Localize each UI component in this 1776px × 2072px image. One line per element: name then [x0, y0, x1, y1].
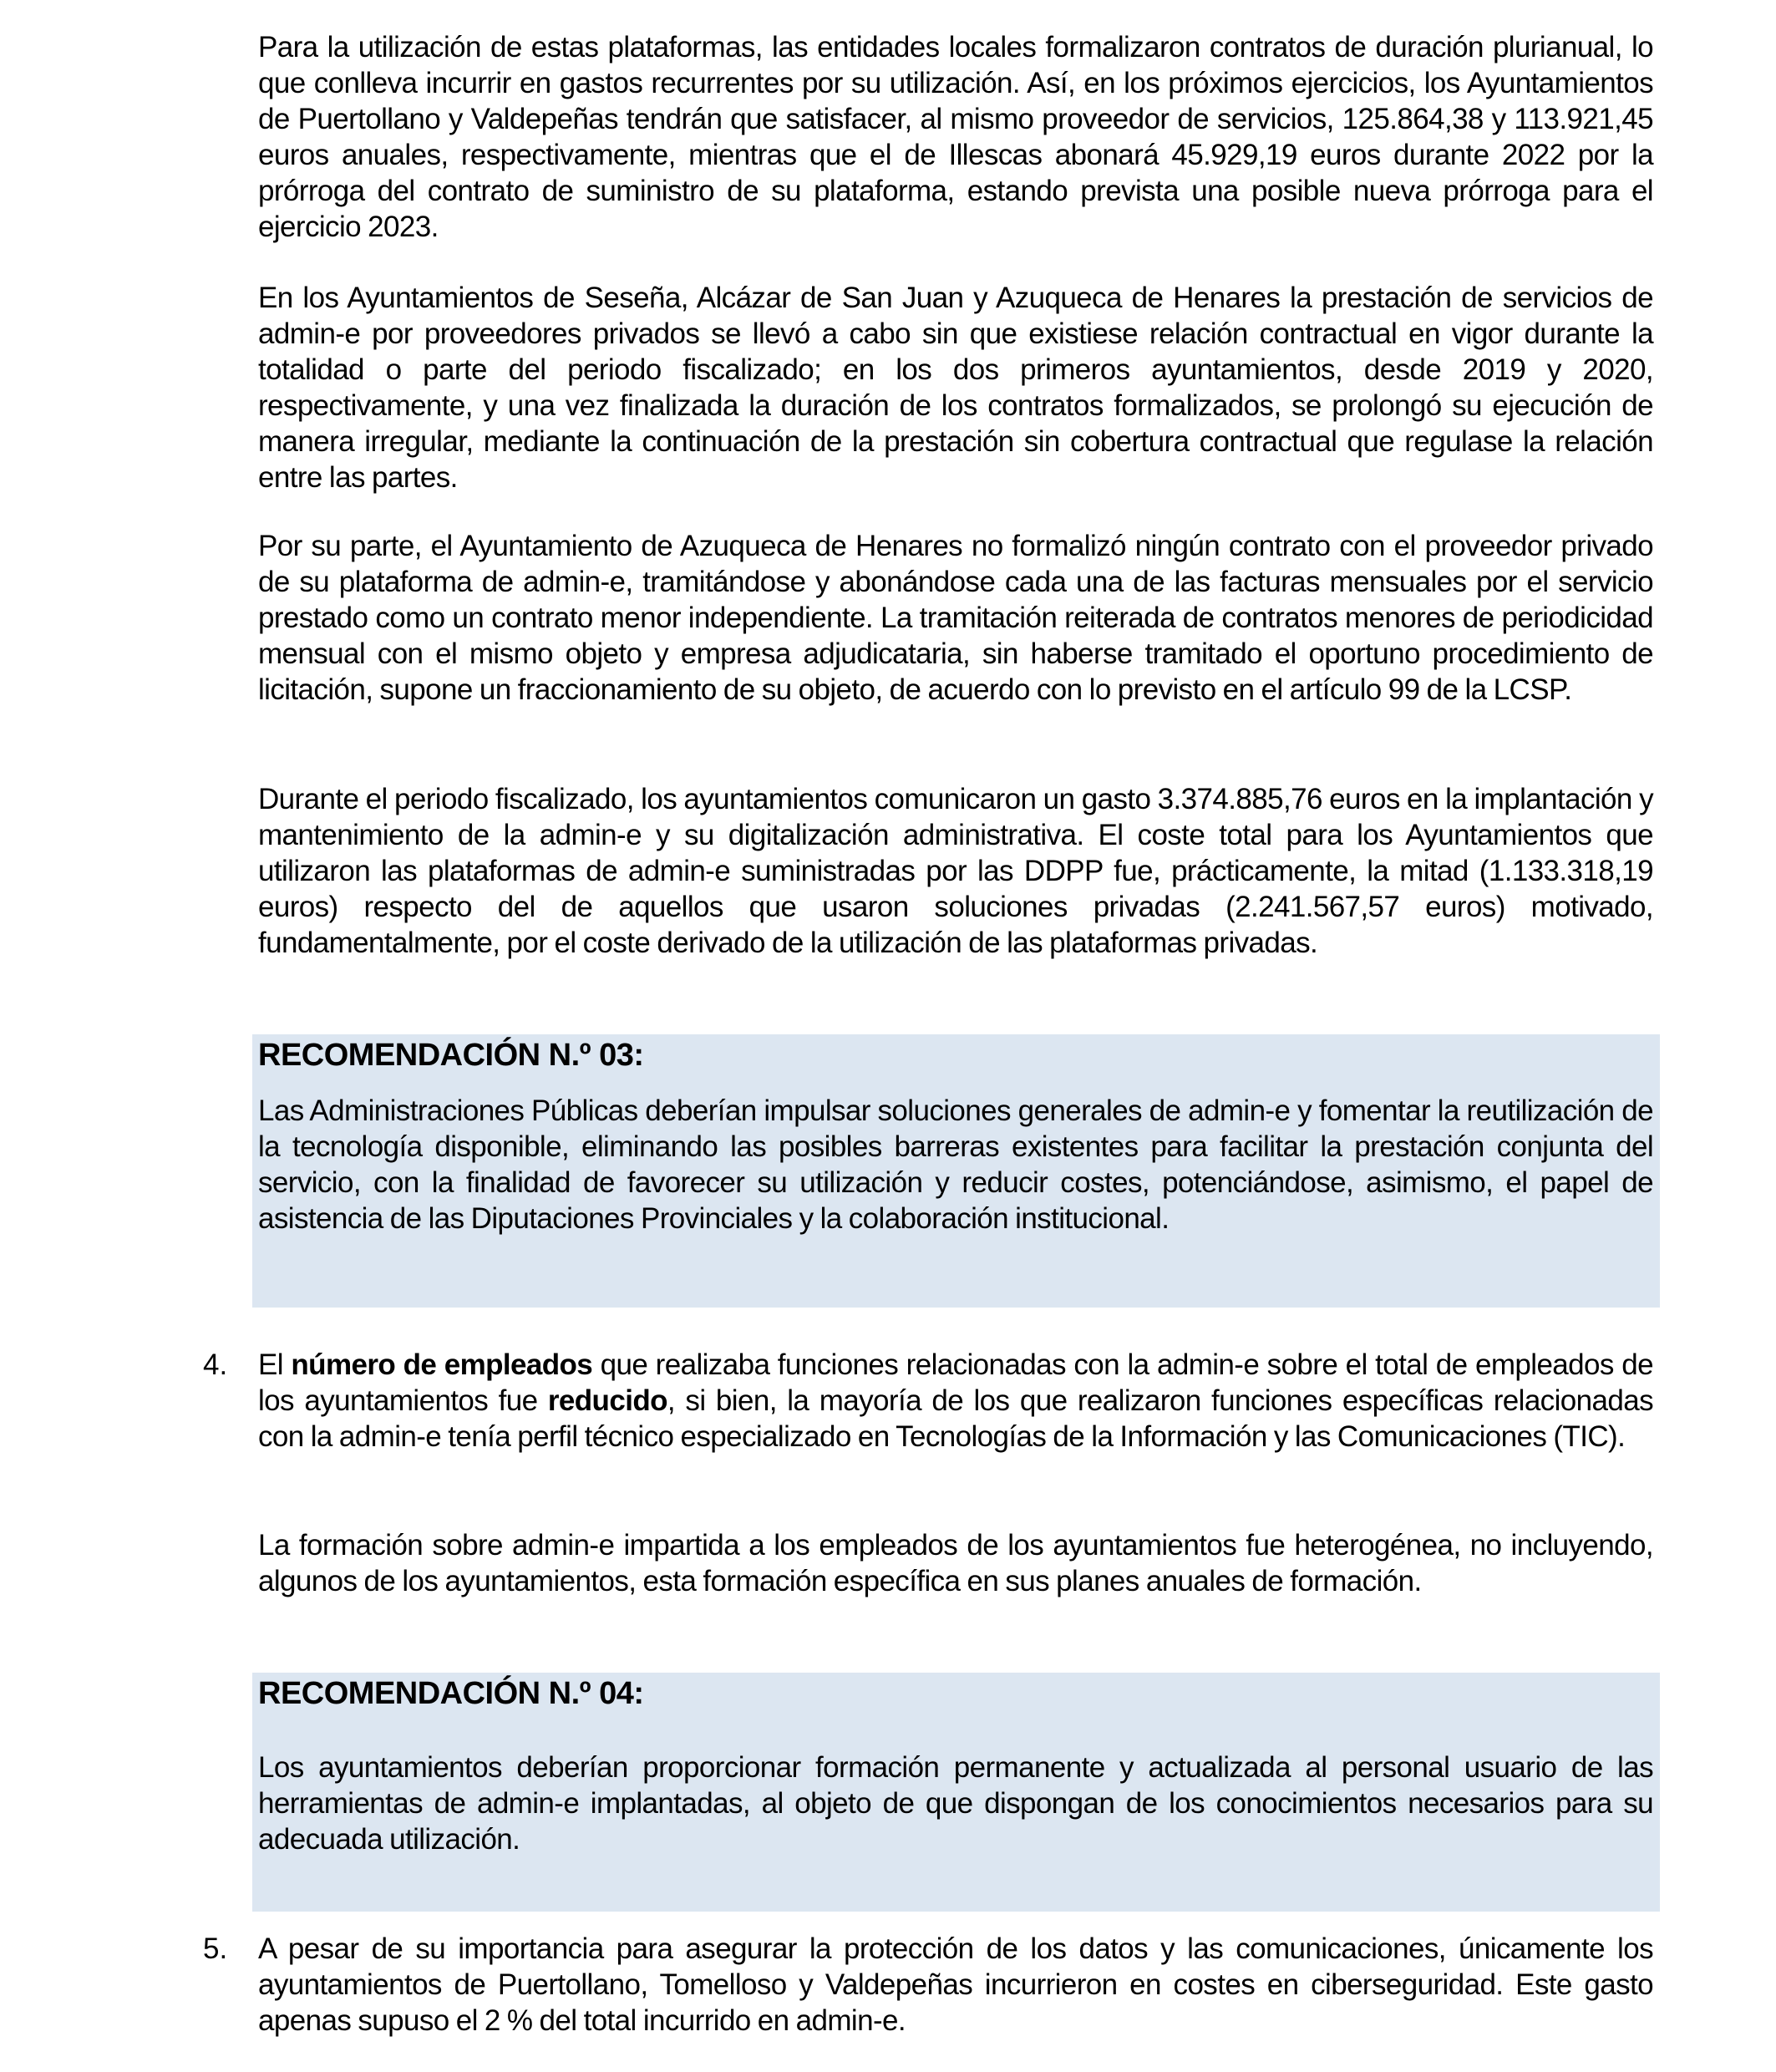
- recommendation-03-title: RECOMENDACIÓN N.º 03:: [258, 1038, 644, 1073]
- item-4-training-paragraph: La formación sobre admin-e impartida a los empleados de los ayuntamientos fue heterogénea, no incluyendo, algunos de los ayuntamientos, esta formación específica en sus planes anuales de formación.: [258, 1529, 1653, 1597]
- paragraph-plurianual-contracts: Para la utilización de estas plataformas, las entidades locales formalizaron contratos de duración plurianual, lo que conlleva incurrir en gastos recurrentes por su utilización. Así, en los próximos ejercicios, los Ayuntamientos de Puertollano y Valdepeñas tendrán que satisfacer, al mismo proveedor de servicios, 125.864,38 y 113.921,45 euros anuales, respectivamente, mientras que el de Illescas abonará 45.929,19 euros durante 2022 por la prórroga del contrato de suministro de su plataforma, estando prevista una posible nueva prórroga para el ejercicio 2023.: [258, 31, 1653, 243]
- paragraph-total-cost: Durante el periodo fiscalizado, los ayuntamientos comunicaron un gasto 3.374.885,76 euros en la implantación y mantenimiento de la admin-e y su digitalización administrativa. El coste total para los Ayuntamientos que utilizaron las plataformas de admin-e suministradas por las DDPP fue, prácticamente, la mitad (1.133.318,19 euros) respecto del de aquellos que usaron soluciones privadas (2.241.567,57 euros) motivado, fundamentalmente, por el coste derivado de la utilización de las plataformas privadas.: [258, 783, 1653, 959]
- recommendation-04-box: [252, 1673, 1660, 1912]
- recommendation-03-text: Las Administraciones Públicas deberían impulsar soluciones generales de admin-e y fomentar la reutilización de la tecnología disponible, eliminando las posibles barreras existentes para facilitar la prestación conjunta del servicio, con la finalidad de favorecer su utilización y reducir costes, potenciándose, asimismo, el papel de asistencia de las Diputaciones Provinciales y la colaboración institucional.: [258, 1094, 1653, 1235]
- item-5-number: 5.: [203, 1932, 228, 1965]
- item-5-paragraph: A pesar de su importancia para asegurar la protección de los datos y las comunicaciones, únicamente los ayuntamientos de Puertollano, Tomelloso y Valdepeñas incurrieron en costes en ciberseguridad. Este gasto apenas supuso el 2 % del total incurrido en admin-e.: [258, 1932, 1653, 2037]
- recommendation-04-text: Los ayuntamientos deberían proporcionar formación permanente y actualizada al personal usuario de las herramientas de admin-e implantadas, al objeto de que dispongan de los conocimientos necesarios para su adecuada utilización.: [258, 1751, 1653, 1856]
- recommendation-04-title: RECOMENDACIÓN N.º 04:: [258, 1676, 644, 1711]
- paragraph-irregular-contracts: En los Ayuntamientos de Seseña, Alcázar de San Juan y Azuqueca de Henares la prestación de servicios de admin-e por proveedores privados se llevó a cabo sin que existiese relación contractual en vigor durante la totalidad o parte del periodo fiscalizado; en los dos primeros ayuntamientos, desde 2019 y 2020, respectivamente, y una vez finalizada la duración de los contratos formalizados, se prolongó su ejecución de manera irregular, mediante la continuación de la prestación sin cobertura contractual que regulase la relación entre las partes.: [258, 282, 1653, 494]
- recommendation-03-box: [252, 1034, 1660, 1308]
- item-4-paragraph: El número de empleados que realizaba funciones relacionadas con la admin-e sobre el total de empleados de los ayuntamientos fue reducido, si bien, la mayoría de los que realizaron funciones específicas relacionadas con la admin-e tenía perfil técnico especializado en Tecnologías de la Información y las Comunicaciones (TIC).: [258, 1348, 1653, 1453]
- item-4-number: 4.: [203, 1348, 228, 1381]
- paragraph-azuqueca: Por su parte, el Ayuntamiento de Azuqueca de Henares no formalizó ningún contrato con el proveedor privado de su plataforma de admin-e, tramitándose y abonándose cada una de las facturas mensuales por el servicio prestado como un contrato menor independiente. La tramitación reiterada de contratos menores de periodicidad mensual con el mismo objeto y empresa adjudicataria, sin haberse tramitado el oportuno procedimiento de licitación, supone un fraccionamiento de su objeto, de acuerdo con lo previsto en el artículo 99 de la LCSP.: [258, 530, 1653, 706]
